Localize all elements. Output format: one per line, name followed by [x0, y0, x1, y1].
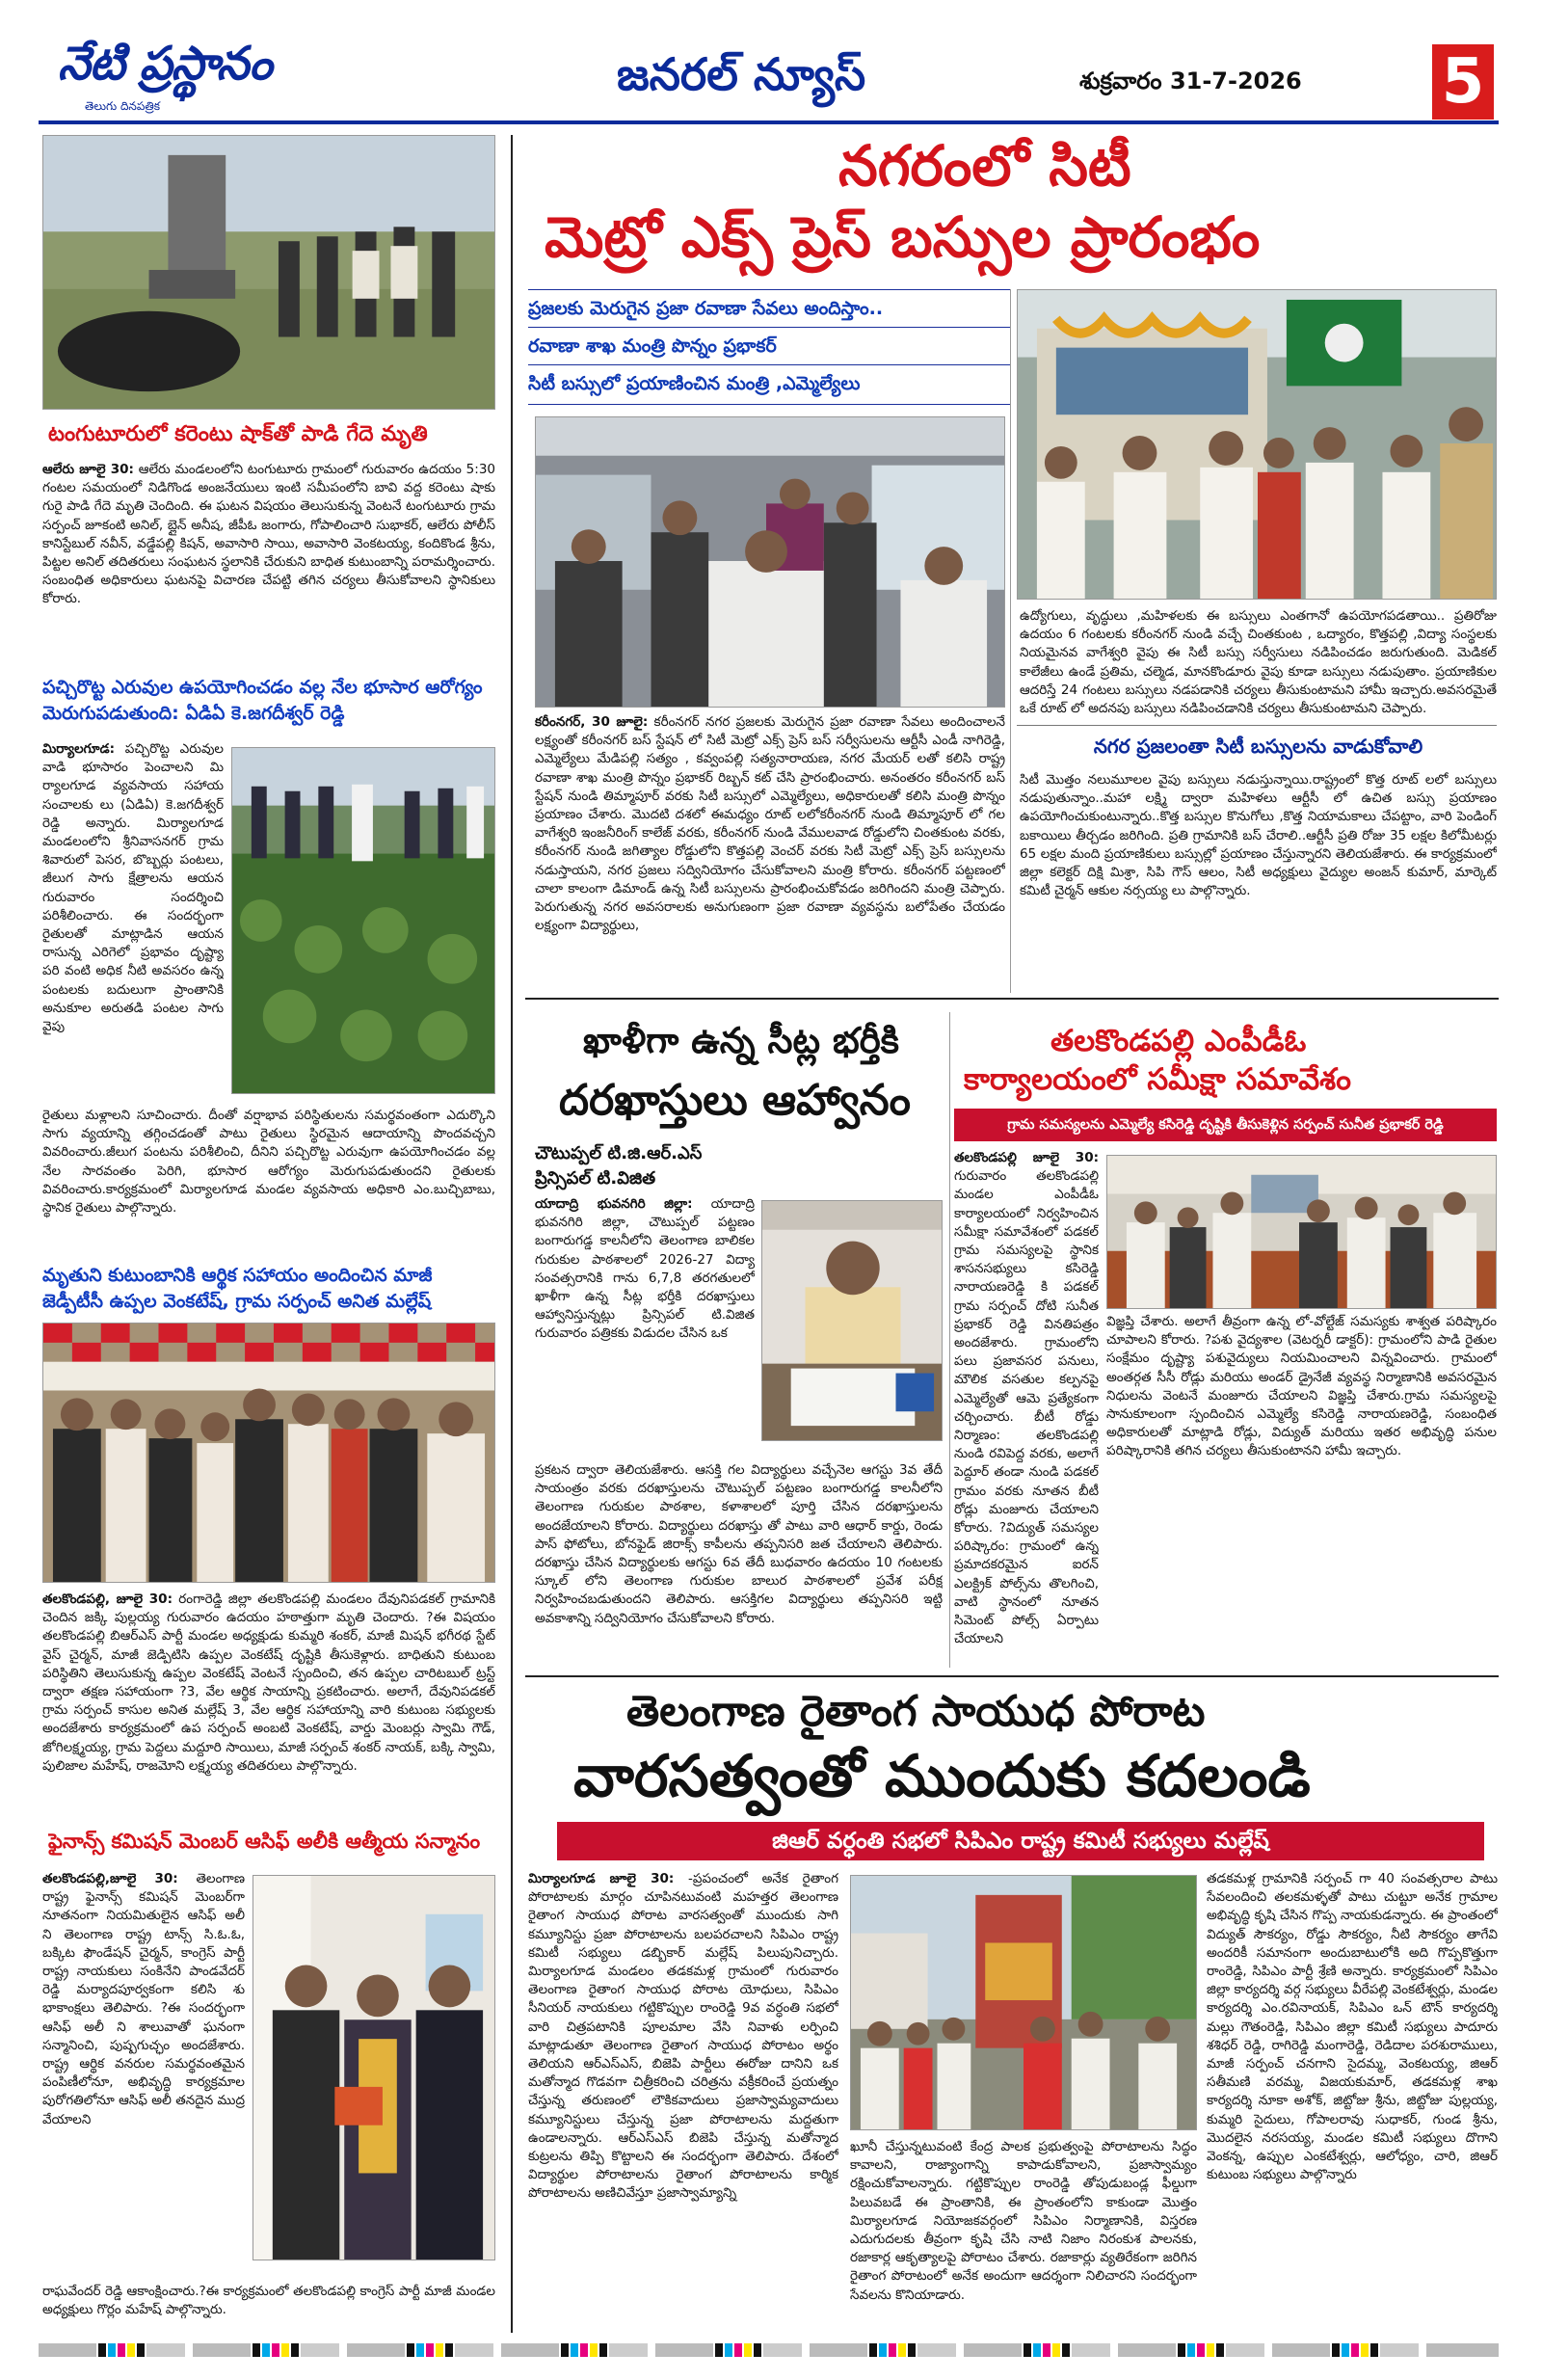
review-headline-2: కార్యాలయంలో సమీక్షా సమావేశం	[964, 1062, 1351, 1097]
buffalo-headline: టంగుటూరులో కరెంటు షాక్‌తో పాడి గేదె మృతి	[48, 422, 428, 446]
column-rule-right	[949, 1012, 950, 1668]
meeting-photo	[1106, 1155, 1497, 1309]
page-number-badge	[1432, 44, 1494, 120]
assistance-dateline: తలకొండపల్లి, జూలై 30:	[42, 1591, 173, 1607]
city-bus-box-top	[1017, 725, 1497, 726]
field-photo	[231, 747, 495, 1094]
flag-off-photo-icon	[1018, 290, 1496, 599]
struggle-subhead: జిఆర్ వర్ధంతి సభలో సిపిఎం రాష్ట్ర కమిటీ సభ్యులు మల్లేష్	[557, 1822, 1484, 1860]
farm-accident-photo-icon	[43, 136, 494, 409]
meeting-photo-icon	[1107, 1156, 1496, 1308]
issue-date: శుక్రవారం 31-7-2026	[1079, 67, 1302, 94]
metro-dateline: కరీంనగర్, 30 జూలై:	[535, 714, 649, 730]
metro-headline-2: మెట్రో ఎక్స్ ప్రెస్ బస్సుల ప్రారంభం	[545, 204, 1261, 270]
vacancies-text-1: యాదాద్రి భువనగిరి జిల్లా, చౌటుప్పల్ పట్టణం బంగారుగడ్డ కాలనీలోని తెలంగాణ బాలికల గురుకుల పాఠశాలలో 2026-27 విద్యా సంవత్సరానికి గాను 6,7,8 తరగతులలో ఖాళీగా ఉన్న సీట్ల భర్తీకి దరఖాస్తులు ఆహ్వానిస్తున్నట్లు ప్రిన్సిపల్ టి.విజిత గురువారం పత్రికకు విడుదల చేసిన ఒక	[535, 1196, 755, 1342]
paper-tagline: తెలుగు దినపత్రిక	[85, 99, 161, 113]
finance-body-narrow	[42, 1870, 245, 2280]
buffalo-photo	[42, 135, 495, 410]
review-dateline: తలకొండపల్లి జూలై 30:	[954, 1150, 1099, 1165]
metro-body	[535, 713, 1005, 993]
greenmanure-dateline: మిర్యాలగూడ:	[42, 741, 115, 757]
vacancies-headline-1: ఖాళీగా ఉన్న సీట్ల భర్తీకి	[583, 1020, 899, 1061]
felicitation-photo-icon	[253, 1876, 494, 2260]
crop-field-photo-icon	[232, 748, 494, 1093]
finance-body-wide: రాఘవేందర్ రెడ్డి ఆకాంక్షించారు.?ఈ కార్యక్రమంలో తలకొండపల్లి కాంగ్రెస్ పార్టీ మాజీ మండల అధ్యక్షులు గొర్లం మహేష్ పాల్గొన్నారు.	[42, 2284, 495, 2318]
memorial-photo-icon	[851, 1876, 1196, 2129]
finance-headline: ఫైనాన్స్ కమిషన్ మెంబర్ ఆసిఫ్ అలీకి ఆత్మీయ సన్మానం	[48, 1830, 481, 1853]
registration-bar	[39, 2342, 1499, 2356]
metro-deck-2: రవాణా శాఖ మంత్రి పొన్నం ప్రభాకర్	[528, 328, 1010, 365]
struggle-top-rule	[525, 1675, 1499, 1677]
bus-interior-photo-icon	[536, 417, 1004, 707]
metro-text: కరీంనగర్ నగర ప్రజలకు మెరుగైన ప్రజా రవాణా సేవలు అందించాలనే లక్ష్యంతో కరీంనగర్ బస్ స్టేషన్ లో సిటీ మెట్రో ఎక్స్ ప్రెస్ బస్ సర్వీసులను ఆర్టీసీ ఎండీ నాగిరెడ్డి, ఎమ్మెల్యేలు మేడిపల్లి సత్యం , కవ్వంపల్లి సత్యనారాయణ, నగర మేయర్ లతో కలిసి రాష్ట్ర రవాణా శాఖ మంత్రి పొన్నం ప్రభాకర్ రిబ్బన్ కట్ చేసి ప్రారంభించారు. అనంతరం కరీంనగర్ బస్ స్టేషన్ నుండి తిమ్మాపూర్ వరకు సిటీ బస్సులో ఎమ్మెల్యేలు, అధికారులతో కలిసి మంత్రి పొన్నం ప్రయాణం చేశారు. మొదటి దశలో ఈమధ్యం రూట్ లలోకరీంనగర్ నుండి తిమ్మాపూర్ లో గల వాగేశ్వరి ఇంజనీరింగ్ కాలేజ్ వరకు, కరీంనగర్ నుండి వేములవాడ రోడ్డులోని చింతకుంట వరకు, కరీంనగర్ నుండి జగిత్యాల రోడ్డులోని కొత్తపల్లి వెంచర్ వరకు సిటీ మెట్రో ఎక్స్ ప్రెస్ బస్సులను నడుస్తాయని, నగర ప్రజలు సద్వినియోగం చేసుకోవాలని మంత్రి కోరారు. కరీంనగర్ పట్టణంలో చాలా కాలంగా డిమాండ్ ఉన్న సిటీ బస్సులను ప్రారంభించుకోవడం జరిగిందని మంత్రి చెప్పారు. పెరుగుతున్న నగర అవసరాలకు అనుగుణంగా ప్రజా రవాణా వ్యవస్థను బలోపేతం చేయడం లక్ష్యంగా విద్యార్థులు,	[535, 714, 1005, 934]
vacancies-byline-1: చౌటుప్పల్ టి.జి.ఆర్.ఎస్	[535, 1143, 703, 1163]
metro-deck-1: ప్రజలకు మెరుగైన ప్రజా రవాణా సేవలు అందిస్తాం..	[528, 290, 1010, 328]
vacancies-body-wide: ప్రకటన ద్వారా తెలియజేశారు. ఆసక్తి గల విద్యార్థులు వచ్చేనెల ఆగస్టు 3వ తేదీ సాయంత్రం వరకు దరఖాస్తులను చౌటుప్పల్ పట్టణం బంగారుగడ్డ కాలనీలోని తెలంగాణ గురుకుల పాఠశాల, కళాశాలలో పూర్తి చేసిన దరఖాస్తులను అందజేయాలని కోరారు. విద్యార్థులు దరఖాస్తు తో పాటు వారి ఆధార్ కార్డు, రెండు పాస్ ఫోటోలు, బోనఫైడ్ జిరాక్స్ కాపీలను తప్పనిసరి జత చేయాలని తెలిపారు. దరఖాస్తు చేసిన విద్యార్థులకు ఆగస్టు 6వ తేదీ బుధవారం ఉదయం 10 గంటలకు స్కూల్ లోని తెలంగాణ గురుకుల బాలుర పాఠశాలలో ప్రవేశ పరీక్ష నిర్వహించబడుతుందని తెలిపారు. ఆసక్తిగల విద్యార్థులు తప్పనిసరి ఇట్టి అవకాశాన్ని సద్వినియోగం చేసుకోవాలని కోరారు.	[535, 1462, 943, 1626]
buffalo-body	[42, 461, 495, 665]
city-bus-body: సిటీ మొత్తం నలుమూలల వైపు బస్సులు నడుస్తున్నాయి.రాష్ట్రంలో కొత్త రూట్ లలో బస్సులు నడుపుతున్నాం..మహా లక్ష్మి ద్వారా మహిళలు ఆర్టీసీ లో ఉచిత బస్సు ప్రయాణం ఉపయోగించుకుంటున్నారు..కొత్త బస్సుల కొనుగోలు ,కొత్త నియామకాలు చేపట్టాం, వారి పెండింగ్ బకాయిలు తీర్చడం జరిగింది. ప్రతి గ్రామానికి బస్ చేరాలి..ఆర్టీసీ ప్రతి రోజు 35 లక్షల కిలోమీటర్లు 65 లక్షల మంది ప్రయాణికులు బస్సుల్లో ప్రయాణం చేస్తున్నారని తెలియజేశారు. ఈ కార్యక్రమంలో జిల్లా కలెక్టర్ దిక్షి మిశ్రా, సిపి గౌస్ ఆలం, సిటీ అధ్యక్షులు వైద్యుల అంజన్ కుమార్, మార్కెట్ కమిటీ చైర్మన్ ఆకుల నర్సయ్య లు పాల్గొన్నారు.	[1020, 772, 1497, 899]
masthead	[0, 0, 1542, 125]
review-body-narrow	[954, 1149, 1099, 1670]
review-subhead: గ్రామ సమస్యలను ఎమ్మెల్యే కసిరెడ్డి దృష్టికి తీసుకెళ్లిన సర్పంచ్ సునీత ప్రభాకర్ రెడ్డి	[954, 1109, 1497, 1141]
section-title: జనరల్ న్యూస్	[617, 48, 866, 100]
metro-bottom-rule	[525, 998, 1499, 1000]
memorial-photo	[850, 1875, 1197, 2130]
review-body-side: విజ్ఞప్తి చేశారు. అలాగే తీవ్రంగా ఉన్న లో-వోల్టేజ్ సమస్యకు శాశ్వత పరిష్కారం చూపాలని కోరారు. ?పశు వైద్యశాల (వెటర్నరీ డాక్టర్): గ్రామంలోని పాడి రైతుల సంక్షేమం దృష్ట్యా పశువైద్యులు నియమించాలని విన్నవించారు. గ్రామంలో అంతర్గత సీసీ రోడ్లు మరియు అండర్ డ్రైనేజీ వ్యవస్థ నిర్మాణానికి అవసరమైన నిధులను వెంటనే మంజూరు చేయాలని విజ్ఞప్తి చేశారు.గ్రామ సమస్యలపై సానుకూలంగా స్పందించిన ఎమ్మెల్యే కసిరెడ్డి నారాయణరెడ్డి, సంబంధిత అధికారులతో మాట్లాడి రోడ్లు, విద్యుత్ మరియు ఇతర అభివృద్ధి పనుల పరిష్కారానికి తగిన చర్యలు తీసుకుంటానని హామీ ఇచ్చారు.	[1106, 1314, 1497, 1459]
greenmanure-body-wide: రైతులు మళ్లాలని సూచించారు. దీంతో వర్షాభావ పరిస్థితులను సమర్థవంతంగా ఎదుర్కొని సాగు వ్యయాన్ని తగ్గించడంతో పాటు రైతులు స్థిరమైన ఆదాయాన్ని పొందవచ్చని వివరించారు.జీలుగ పంటను పరిశీలించి, దీనిని పచ్చిరొట్ట ఎరువుగా ఉపయోగించడం వల్ల నేల సారవంతం పెరిగి, భూసార ఆరోగ్యం మెరుగుపడుతుందని రైతులకు వివరించారు.కార్యక్రమంలో మిర్యాలగూడ మండల వ్యవసాయ అధికారి ఎం.బుచ్చిబాబు, స్థానిక రైతులు పాల్గొన్నారు.	[42, 1108, 495, 1217]
bus-interior-photo	[535, 416, 1005, 708]
review-headline-1: తలకొండపల్లి ఎంపీడీఓ	[1050, 1024, 1307, 1058]
finance-text-1: తెలంగాణ రాష్ట్ర ఫైనాన్స్ కమిషన్ మెంబర్‌గా నూతనంగా నియమితులైన ఆసిఫ్ అలీ ని తెలంగాణ రాష్ట్ర టాన్స్ సి.ఓ.ఓ, బక్కిట ఫౌండేషన్ చైర్మన్, కాంగ్రెస్ పార్టీ రాష్ట్ర నాయకులు సంకినేని పాండవేదర్ రెడ్డి మర్యాదపూర్వకంగా కలిసి శు భాకాంక్షలు తెలిపారు. ?ఈ సందర్భంగా ఆసిఫ్ అలీ ని శాలువాతో ఘనంగా సన్మానించి, పుష్పగుచ్ఛం అందజేశారు. రాష్ట్ర ఆర్థిక వనరుల సమర్థవంతమైన పంపిణీలోనూ, అభివృద్ధి కార్యక్రమాల పురోగతిలోనూ ఆసిఫ్ అలీ తనదైన ముద్ర వేయాలని	[42, 1871, 245, 2127]
metro-inner-rule	[1010, 289, 1011, 993]
principal-photo	[761, 1200, 943, 1441]
vacancies-byline-2: ప్రిన్సిపల్ టి.విజిత	[535, 1168, 656, 1189]
greenmanure-text-1: పచ్చిరొట్ట ఎరువుల వాడి భూసారం పెంచాలని మి ర్యాలగూడ వ్యవసాయ సహాయ సంచాలకు లు (ఏడిఏ) కె.జగదీశ్వర్ రెడ్డి అన్నారు. మిర్యాలగూడ మండలంలోని శ్రీనివాసనగర్ గ్రామ శివారులో పెసర, బొబ్బర్లు పంటలు, జీలుగ సాగు క్షేత్రాలను ఆయన గురువారం సందర్శించి పరిశీలించారు. ఈ సందర్భంగా రైతులతో మాట్లాడిన ఆయన రాసున్న ఎరిగెలో ప్రభావం దృష్ట్యా పరి వంటి అధిక నీటి అవసరం ఉన్న పంటలకు బదులుగా ప్రాంతానికి అనుకూల అరుతడి పంటల సాగు వైపు	[42, 741, 224, 1035]
vacancies-dateline: యాదాద్రి భువనగిరి జిల్లా:	[535, 1196, 693, 1212]
struggle-body-left	[528, 1870, 838, 2321]
principal-photo-icon	[762, 1201, 942, 1440]
struggle-text-1: -ప్రపంచంలో అనేక రైతాంగ పోరాటాలకు మార్గం చూపినటువంటి మహత్తర తెలంగాణ రైతాంగ సాయుధ పోరాట వారసత్వంతో ముందుకు సాగి కమ్యూనిస్టు ప్రజా పోరాటాలను బలపరచాలని సిపిఎం రాష్ట్ర కమిటీ సభ్యులు డబ్బికార్ మల్లేష్ పిలుపునిచ్చారు. మిర్యాలగూడ మండలం తడకమళ్ల గ్రామంలో గురువారం తెలంగాణ రైతాంగ సాయుధ పోరాట యోధులు, సిపిఎం సీనియర్ నాయకులు గట్టికొప్పుల రాంరెడ్డి 9వ వర్ధంతి సభలో వారి చిత్రపటానికి పూలమాల వేసి నివాళు లర్పించి మాట్లాడుతూ తెలంగాణ రైతాంగ సాయుధ పోరాటం అర్థం తెలియని ఆర్ఎస్ఎస్, బిజెపి పార్టీలు ఈరోజు దానిని ఒక మతోన్మాద గొడవగా చిత్రీకరించి చరిత్రను వక్రీకరించే ప్రయత్నం చేస్తున్న తరుణంలో లౌకికవాదులు ప్రజాస్వామ్యవాదులు కమ్యూనిస్టులు చేస్తున్న ప్రజా పోరాటాలను మద్దతుగా ఉండాలన్నారు. ఆర్ఎస్ఎస్ బిజెపి చేస్తున్న మతోన్మాద కుట్రలను తిప్పి కొట్టాలని ఈ సందర్భంగా తెలిపారు. దేశంలో విద్యార్థుల పోరాటాలను రైతాంగ పోరాటాలను కార్మిక పోరాటాలను అణిచివేస్తూ ప్రజాస్వామ్యాన్ని	[528, 1871, 838, 2202]
registration-marks-icon	[39, 2343, 1499, 2357]
assistance-body	[42, 1591, 495, 1812]
struggle-headline-2: వారసత్వంతో ముందుకు కదలండి	[573, 1743, 1311, 1810]
struggle-dateline: మిర్యాలగూడ జూలై 30:	[528, 1871, 675, 1886]
city-bus-headline: నగర ప్రజలంతా సిటీ బస్సులను వాడుకోవాలి	[1093, 735, 1423, 758]
metro-body-cont: ఉద్యోగులు, వృద్ధులు ,మహిళలకు ఈ బస్సులు ఎంతగానో ఉపయోగపడతాయి.. ప్రతిరోజు ఉదయం 6 గంటలకు కరీంనగర్ నుండి వచ్చే చింతకుంట , ఒద్యారం, కొత్తపల్లి ,విద్యా సంస్థలకు నియమైనవ వాగేశ్వరి వైపు ఈ సిటీ బస్సు సర్వీసులు నడిపించడం జరుగుతుంది. మెడికల్ కాలేజీలు ఉండే ప్రతిమ, చల్మెడ, మానకొండూరు వైపు కూడా బస్సులు నడుపుతాం. ప్రయాణికుల ఆదరిస్తే 24 గంటలు బస్సులు నడపడానికి చర్యలు తీసుకుంటామని హామీ ఇచ్చారు.అవసరమైతే ఒకే రూట్ లో అదనపు బస్సులు నడిపించడానికి చర్యలు తీసుకుంటామని చెప్పారు.	[1020, 608, 1497, 717]
metro-headline-1: నగరంలో సిటీ	[838, 133, 1131, 199]
assistance-text: రంగారెడ్డి జిల్లా తలకొండపల్లి మండలం దేవునిపడకల్ గ్రామానికి చెందిన జక్కి పుల్లయ్య గురువారం ఉదయం హఠాత్తుగా మృతి చెందారు. ?ఈ విషయం తలకొండపల్లి బిఆర్ఎస్ పార్టీ మండల అధ్యక్షుడు కుమ్మరి శంకర్, మాజీ మిషన్ భగీరథ స్టేట్ వైస్ చైర్మన్, మాజీ జెడ్పిటిసి ఉప్పల వెంకటేష్ దృష్టికి తీసుకెళ్లారు. బాధితుని కుటుంబ పరిస్థితిని తెలుసుకున్న ఉప్పల వెంకటేష్ వెంటనే స్పందించి, తన ఉప్పల చారిటబుల్ ట్రస్ట్ ద్వారా తక్షణ సహాయంగా ?3, వేల ఆర్థిక సాయాన్ని ప్రకటించారు. అలాగే, దేవునిపడకల్ గ్రామ సర్పంచ్ కాసుల అనిత మల్లేష్ 3, వేల ఆర్థిక సహాయాన్ని వారి కుటుంబ సభ్యులకు అందజేశారు కార్యక్రమంలో ఉప సర్పంచ్ అంబటి వెంకటేష్, వార్డు మెంబర్లు స్వామి గౌడ్, జోగిలక్ష్మయ్య, గ్రామ పెద్దలు మద్దూరి సాయిలు, మాజీ సర్పంచ్ శంకర్ నాయక్, బక్కి స్వామి, పులిజాల మహేష్, రాజమోని లక్ష్మయ్య తదితరులు పాల్గొన్నారు.	[42, 1591, 495, 1774]
family-photo	[42, 1323, 495, 1583]
struggle-body-mid: ఖూనీ చేస్తున్నటువంటి కేంద్ర పాలక ప్రభుత్వంపై పోరాటాలను సిద్ధం కావాలని, రాజ్యాంగాన్ని కాపాడుకోవాలని, ప్రజాస్వామ్యం రక్షించుకోవాలన్నారు. గట్టికొప్పుల రాంరెడ్డి తోపుడుబండ్ల ఫీల్డుగా పిలువబడే ఈ ప్రాంతానికి, ఈ ప్రాంతంలోని కాకుండా మొత్తం మిర్యాలగూడ నియోజకవర్గంలో సిపిఎం నిర్మాణానికి, విస్తరణ ఎదుగుదలకు తీవ్రంగా కృషి చేసి నాటి నిజాం నిరంకుశ పాలనకు, రజాకార్ల ఆకృత్యాలపై పోరాటం చేశారు. రజాకార్లు వ్యతిరేకంగా జరిగిన రైతాంగ పోరాటంలో అనేక అందుగా ఆదర్శంగా నిలిచారని సందర్భంగా సేవలను కొనియాడారు.	[850, 2139, 1197, 2303]
metro-deck	[528, 289, 1010, 405]
vacancies-body-narrow	[535, 1195, 755, 1461]
buffalo-text: ఆలేరు మండలంలోని టంగుటూరు గ్రామంలో గురువారం ఉదయం 5:30 గంటల సమయంలో నిడిగొండ అంజనేయులు ఇంటి సమీపంలోని బావి వద్ద కరెంటు షాకు గురై పాడి గేదె మృతి చెందింది. ఈ ఘటన విషయం తెలుసుకున్న వెంటనే టంగుటూరు గ్రామ సర్పంచ్ జూకంటి అనిల్, బ్లైన్ అనీష, జీపీఓ జంగారు, గోపాలించారి సుభాకర్, ఆలేరు పోలీస్ కానిస్టేబుల్ నవీన్, వడ్డేపల్లి కిషన్, అవాసారి సాయి, అవాసారి వెంకటయ్య, కందికొండ శ్రీను, పిట్టల అనిల్ తదితరులు సంఘటన స్థలానికి చేరుకుని బాధిత కుటుంబాన్ని పరామర్శించారు. సంబంధిత అధికారులు ఘటనపై విచారణ చేపట్టి తగిన చర్యలు తీసుకోవాలని స్థానికులు కోరారు.	[42, 462, 495, 607]
flag-off-photo	[1017, 289, 1497, 600]
struggle-body-right: తడకమళ్ల గ్రామానికి సర్పంచ్ గా 40 సంవత్సరాల పాటు సేవలందించి తలకమళ్ళతో పాటు చుట్టూ అనేక గ్రామాల అభివృద్ధి కృషి చేసిన గొప్ప నాయకుడన్నారు. ఈ ప్రాంతంలో విద్యుత్ సౌకర్యం, రోడ్డు సౌకర్యం, నీటి సౌకర్యం తాగేవి అందరికీ సమానంగా అందుబాటులోకి అది గొప్పకొత్తుగా రాంరెడ్డి, సిపిఎం పార్టీ శ్రేణి అన్నారు. కార్యక్రమంలో సిపిఎం జిల్లా కార్యదర్శి వర్గ సభ్యులు వీరేపల్లి వెంకటేశ్వర్లు, మండల కార్యదర్శి ఎం.రవినాయక్, సిపిఎం ఒన్ టౌన్ కార్యదర్శి మల్లు గౌతంరెడ్డి, సిపిఎం జిల్లా కమిటీ సభ్యులు పాదూరు శశిధర్ రెడ్డి, రాగిరెడ్డి మంగారెడ్డి, రెడిదాల పరశురాములు, మాజీ సర్పంచ్ చనగాని సైదమ్మ, వెంకటయ్య, జిఆర్ సతీమణి వరమ్మ, విజయకుమార్, తడకమళ్ల శాఖ కార్యదర్శి నూకా అశోక్, జిట్టోజు శ్రీను, జిట్టోజు పుల్లయ్య, కుమ్మరి సైదులు, గోపాలరావు సుధాకర్, గుండ శ్రీను, మొదలైన నరసయ్య, మండల కమిటీ సభ్యులు దొగాని వెంకన్న, ఉప్పుల ఎంకటేశ్వర్లు, ఆలోధ్యం, చారి, జిఆర్ కుటుంబ సభ్యులు పాల్గొన్నారు	[1207, 1871, 1498, 2183]
struggle-headline-1: తెలంగాణ రైతాంగ సాయుధ పోరాట	[626, 1687, 1206, 1736]
felicitation-photo	[253, 1875, 495, 2260]
family-group-photo-icon	[43, 1324, 494, 1582]
paper-name: నేటి ప్రస్థానం	[58, 37, 272, 91]
metro-deck-3: సిటీ బస్సులో ప్రయాణించిన మంత్రి ,ఎమ్మెల్యేలు	[528, 373, 861, 394]
finance-dateline: తలకొండపల్లి,జూలై 30:	[42, 1871, 178, 1886]
greenmanure-body-narrow	[42, 740, 224, 1103]
buffalo-dateline: ఆలేరు జూలై 30:	[42, 462, 134, 477]
masthead-rule	[39, 120, 1499, 124]
column-rule-left	[511, 135, 513, 2333]
assistance-headline: మృతుని కుటుంబానికి ఆర్థిక సహాయం అందించిన మాజీ జెడ్పీటీసీ ఉప్పల వెంకటేష్, గ్రామ సర్పంచ్ అనిత మల్లేష్	[42, 1265, 433, 1312]
review-text-1: గురువారం తలకొండపల్లి మండల ఎంపీడీఓ కార్యాలయంలో నిర్వహించిన సమీక్షా సమావేశంలో పడకల్ గ్రామ సమస్యలపై స్థానిక శాసనసభ్యులు కసిరెడ్డి నారాయణరెడ్డి కి పడకల్ గ్రామ సర్పంచ్ దోటి సునీత ప్రభాకర్ రెడ్డి వినతిపత్రం అందజేశారు. గ్రామంలోని పలు ప్రజావసర పనులు, మౌలిక వసతుల కల్పనపై ఎమ్మెల్యేతో ఆమె ప్రత్యేకంగా చర్చించారు. బీటీ రోడ్డు నిర్మాణం: తలకొండపల్లి నుండి రవిపెద్ద వరకు, అలాగే పెద్దూర్ తండా నుండి పడకల్ గ్రామం వరకు నూతన బీటీ రోడ్లు మంజూరు చేయాలని కోరారు. ?విద్యుత్ సమస్యల పరిష్కారం: గ్రామంలో ఉన్న ప్రమాదకరమైన ఐరన్ ఎలక్ట్రిక్ పోల్స్‌ను తొలగించి, వాటి స్థానంలో నూతన సిమెంట్ పోల్స్ ఏర్పాటు చేయాలని	[954, 1168, 1099, 1647]
vacancies-headline-2: దరఖాస్తులు ఆహ్వానం	[559, 1076, 911, 1125]
greenmanure-headline: పచ్చిరొట్ట ఎరువుల ఉపయోగించడం వల్ల నేల భూసార ఆరోగ్యం మెరుగుపడుతుంది: ఏడిఏ కె.జగదీశ్వర్ రెడ్డి	[42, 677, 483, 724]
page-number: 5	[1441, 46, 1485, 118]
